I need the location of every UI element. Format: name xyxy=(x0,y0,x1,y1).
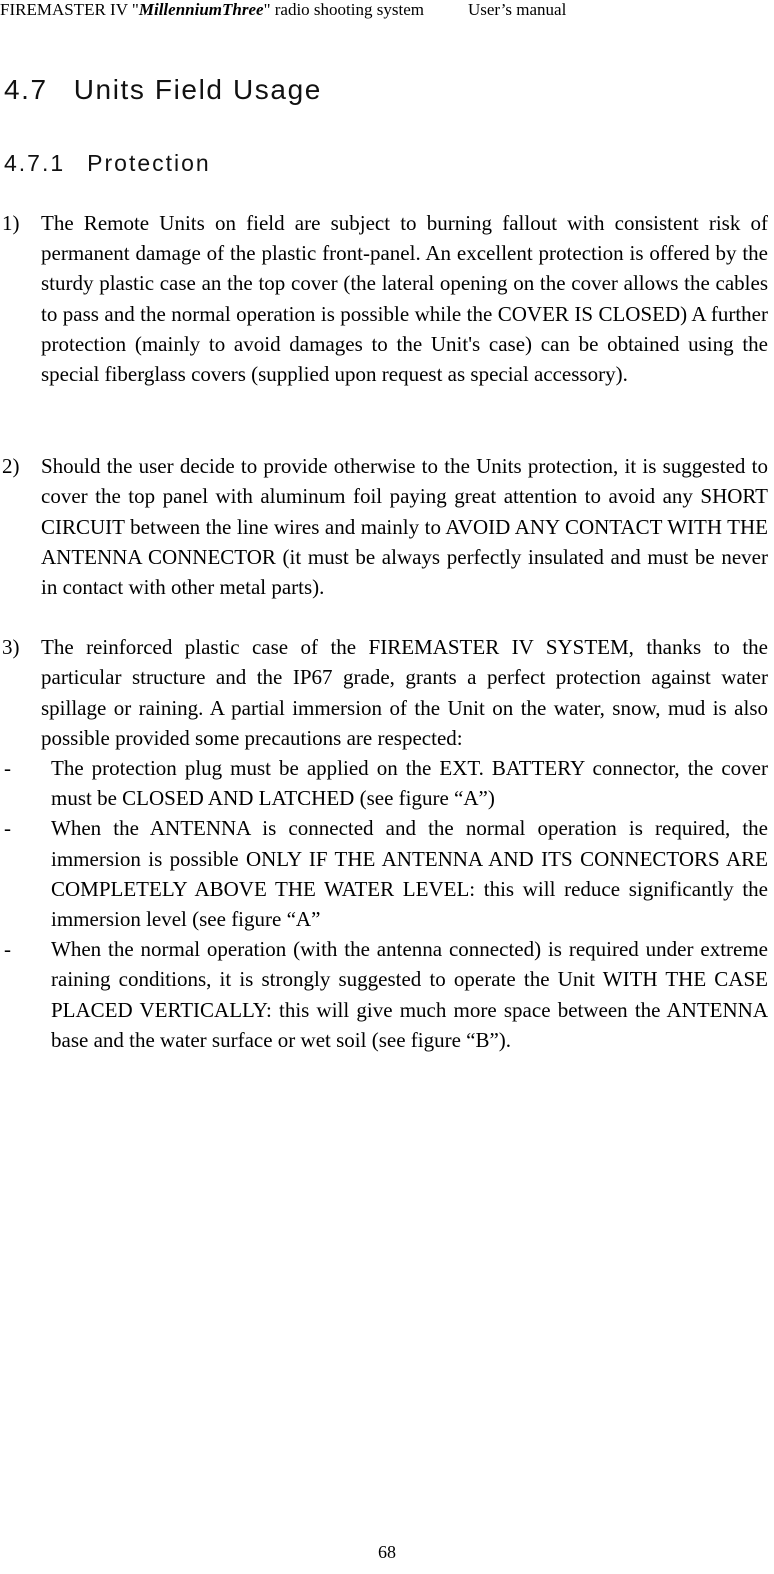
list-item-text: The Remote Units on field are subject to burning fallout with consistent risk of permanent damage of the plastic front-panel. An excellent protection is offered by the sturdy plastic case an the top cover (the lateral opening on the cover allows the cables to pass and the normal operation is possible while the COVER IS CLOSED) A further protection (mainly to avoid damages to the Unit's case) can be obtained using the special fiberglass covers (supplied upon request as special accessory). xyxy=(41,211,768,387)
section-number: 4.7 xyxy=(4,74,48,105)
subsection-number: 4.7.1 xyxy=(4,150,66,176)
bullet-text: The protection plug must be applied on the EXT. BATTERY connector, the cover must be CLOSED AND LATCHED (see figure “A”) xyxy=(51,756,768,811)
bullet-item xyxy=(0,934,768,1055)
bullet-item xyxy=(0,813,768,934)
bullet-text: When the normal operation (with the antenna connected) is required under extreme raining conditions, it is strongly suggested to operate the Unit WITH THE CASE PLACED VERTICALLY: this will give much more space between the ANTENNA base and the water surface or wet soil (see figure “B”). xyxy=(51,937,768,1052)
bullet-dash: - xyxy=(4,756,11,781)
list-item xyxy=(0,451,768,602)
header-brand: MillenniumThree xyxy=(138,0,264,19)
document-body xyxy=(0,208,768,1055)
list-item-marker: 3) xyxy=(2,635,20,660)
list-item xyxy=(0,208,768,389)
subsection-title-text: Protection xyxy=(87,150,211,176)
page-number: 68 xyxy=(378,1542,396,1562)
subsection-title xyxy=(4,150,211,177)
list-item-text: The reinforced plastic case of the FIREMASTER IV SYSTEM, thanks to the particular structure and the IP67 grade, grants a perfect protection against water spillage or raining. A partial immersion of the Unit on the water, snow, mud is also possible provided some precautions are respected: xyxy=(41,635,768,750)
header-product: FIREMASTER IV " xyxy=(0,0,139,19)
bullet-dash: - xyxy=(4,937,11,962)
section-title-text: Units Field Usage xyxy=(73,74,322,105)
section-title xyxy=(4,74,322,106)
list-item xyxy=(0,632,768,753)
list-item-marker: 1) xyxy=(2,211,20,235)
header-system: " radio shooting system xyxy=(263,0,424,19)
header-manual-label: User’s manual xyxy=(467,0,567,19)
list-item-text: Should the user decide to provide otherwise to the Units protection, it is suggested to cover the top panel with aluminum foil paying great attention to avoid any SHORT CIRCUIT between the line wires and mainly to AVOID ANY CONTACT WITH THE ANTENNA CONNECTOR (it must be always perfectly insulated and must be never in contact with other metal parts). xyxy=(41,454,768,600)
bullet-dash: - xyxy=(4,816,11,841)
list-item-marker: 2) xyxy=(2,454,20,479)
page-header xyxy=(0,0,774,22)
bullet-item xyxy=(0,753,768,813)
bullet-text: When the ANTENNA is connected and the normal operation is required, the immersion is possible ONLY IF THE ANTENNA AND ITS CONNECTORS ARE COMPLETELY ABOVE THE WATER LEVEL: this will reduce significantly the immersion level (see figure “A” xyxy=(51,816,768,932)
